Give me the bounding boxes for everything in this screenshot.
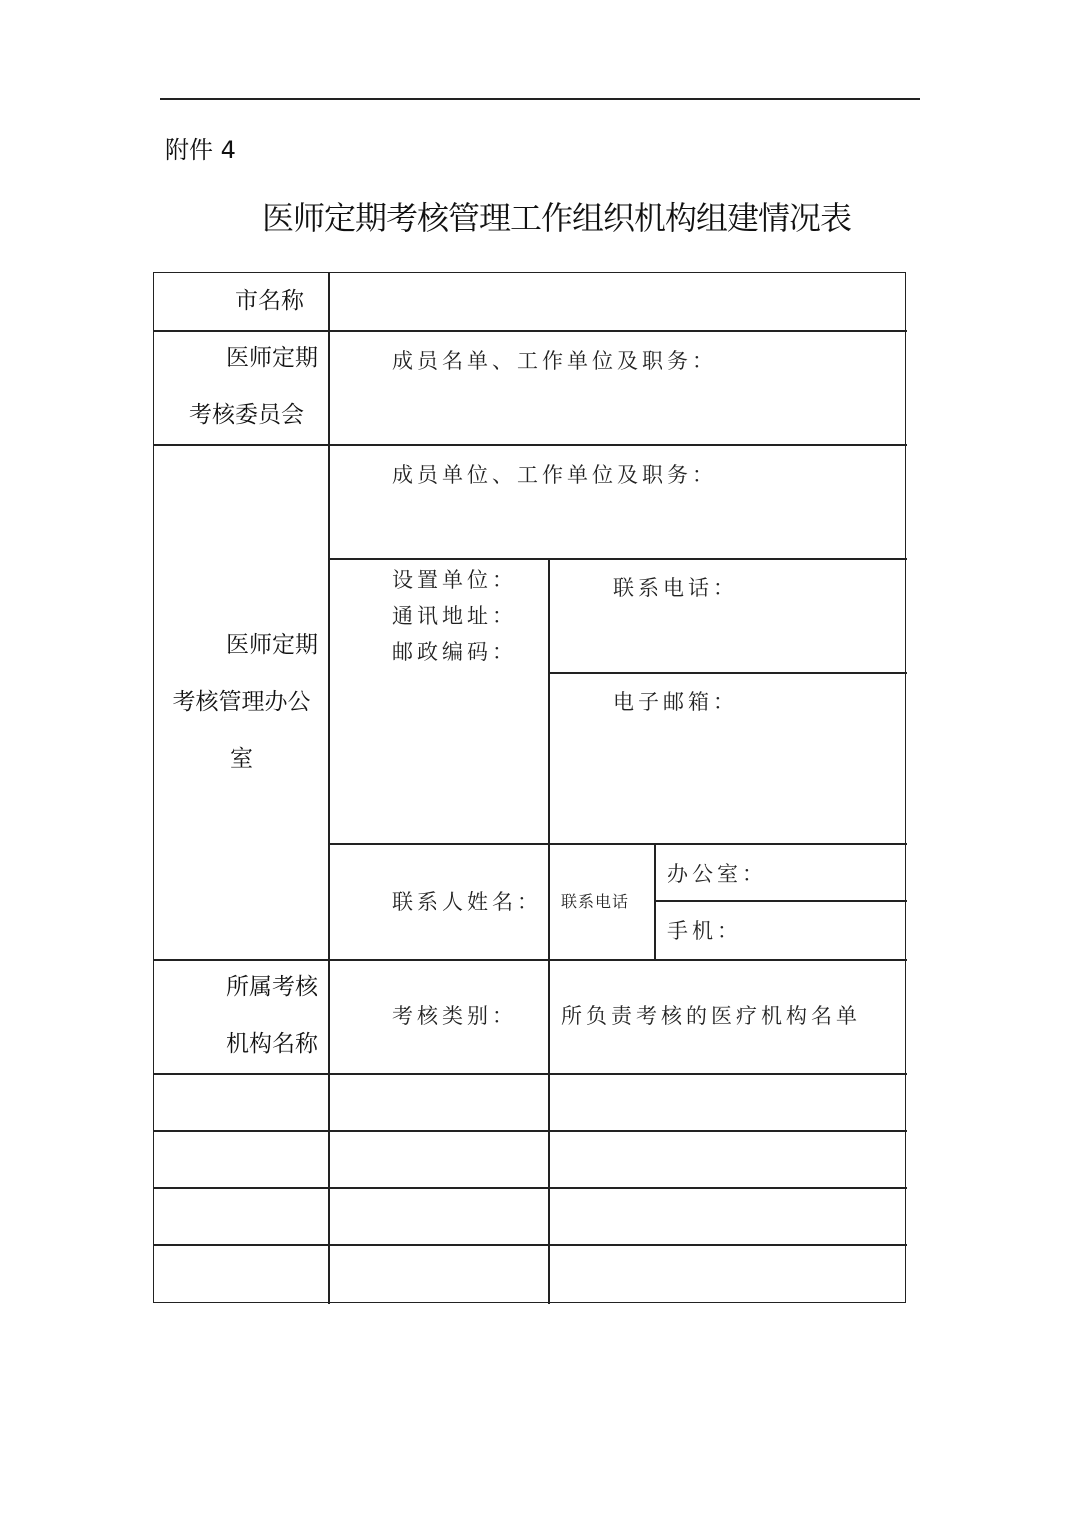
document-title: 医师定期考核管理工作组织机构组建情况表 xyxy=(262,199,852,237)
institution-list-label: 所负责考核的医疗机构名单 xyxy=(561,1004,861,1028)
office-member-units-label: 成员单位、工作单位及职务： xyxy=(392,463,717,487)
organization-table xyxy=(153,272,906,1303)
row-divider xyxy=(154,1073,907,1075)
column-divider xyxy=(654,843,656,959)
postcode-label: 邮政编码： xyxy=(392,640,517,664)
attachment-label: 附件 4 xyxy=(165,136,236,164)
office-label-line3: 室 xyxy=(230,746,253,772)
row-divider xyxy=(154,1244,907,1246)
office-phone-label: 办公室： xyxy=(667,862,767,886)
header-rule xyxy=(160,98,920,100)
contact-name-label: 联系人姓名： xyxy=(392,890,542,914)
committee-label-line2: 考核委员会 xyxy=(189,402,304,428)
city-name-label: 市名称 xyxy=(235,288,304,314)
row-divider xyxy=(655,900,907,902)
office-label-line2: 考核管理办公 xyxy=(172,689,311,715)
row-divider xyxy=(154,444,907,446)
setup-unit-label: 设置单位： xyxy=(392,568,517,592)
column-divider xyxy=(328,273,330,1304)
email-label: 电子邮箱： xyxy=(613,690,738,714)
committee-members-label: 成员名单、工作单位及职务： xyxy=(392,349,717,373)
column-divider xyxy=(548,558,550,1304)
assessment-category-label: 考核类别： xyxy=(392,1004,517,1028)
committee-label-line1: 医师定期 xyxy=(226,345,318,371)
row-divider xyxy=(154,1130,907,1132)
assessment-org-label-line1: 所属考核 xyxy=(226,974,318,1000)
contact-phone-label: 联系电话： xyxy=(613,576,738,600)
contact-phone-small-label: 联系电话 xyxy=(561,892,630,911)
row-divider xyxy=(549,672,907,674)
mobile-label: 手机： xyxy=(667,919,742,943)
row-divider xyxy=(154,1187,907,1189)
row-divider xyxy=(329,558,907,560)
assessment-org-label-line2: 机构名称 xyxy=(226,1031,318,1057)
address-label: 通讯地址： xyxy=(392,604,517,628)
office-label-line1: 医师定期 xyxy=(226,632,318,658)
row-divider xyxy=(329,843,907,845)
